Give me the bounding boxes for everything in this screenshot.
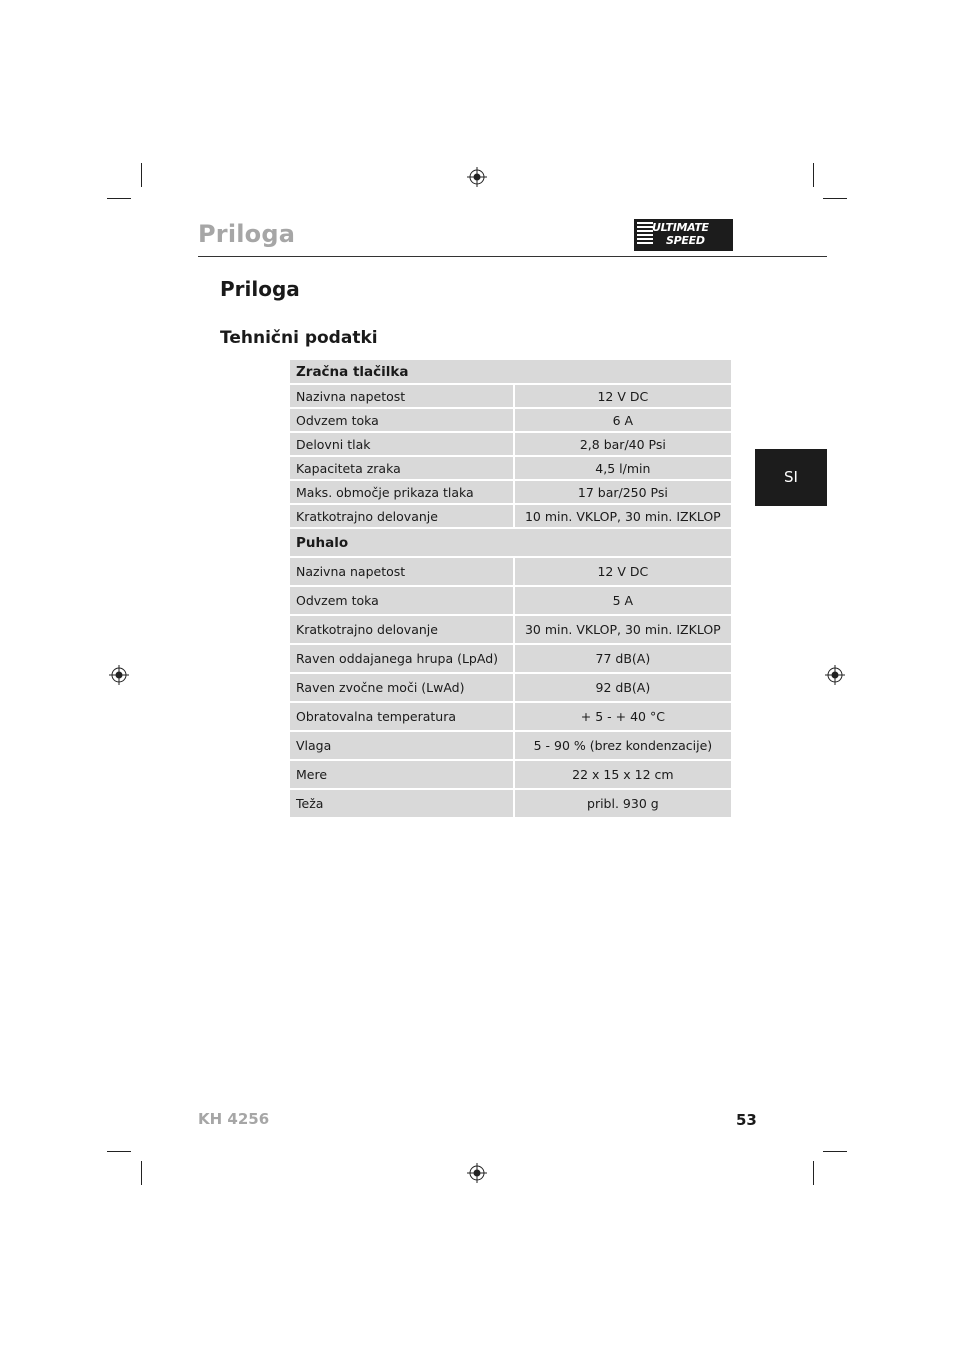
header-rule bbox=[198, 256, 827, 257]
page-heading: Priloga bbox=[220, 277, 300, 301]
table-row bbox=[290, 616, 731, 645]
table-row bbox=[290, 703, 731, 732]
row-label: Maks. območje prikaza tlaka bbox=[290, 481, 513, 505]
row-value: 10 min. VKLOP, 30 min. IZKLOP bbox=[513, 505, 731, 529]
row-value: 17 bar/250 Psi bbox=[513, 481, 731, 505]
logo-text bbox=[652, 221, 709, 247]
registration-target-icon bbox=[825, 665, 845, 685]
footer-page-number: 53 bbox=[736, 1111, 757, 1129]
crop-mark bbox=[823, 1151, 847, 1152]
table-row bbox=[290, 645, 731, 674]
row-label: Raven oddajanega hrupa (LpAd) bbox=[290, 645, 513, 674]
logo-line-2: SPEED bbox=[666, 234, 705, 247]
language-tab: SI bbox=[755, 449, 827, 506]
row-value: 12 V DC bbox=[513, 385, 731, 409]
footer-model: KH 4256 bbox=[198, 1110, 270, 1128]
row-label: Kapaciteta zraka bbox=[290, 457, 513, 481]
row-label: Delovni tlak bbox=[290, 433, 513, 457]
section-heading: Tehnični podatki bbox=[220, 328, 378, 348]
registration-target-icon bbox=[109, 665, 129, 685]
table-row bbox=[290, 433, 731, 457]
row-label: Vlaga bbox=[290, 732, 513, 761]
logo-line-1: ULTIMATE bbox=[652, 221, 709, 234]
crop-mark bbox=[813, 1161, 814, 1185]
table-row bbox=[290, 505, 731, 529]
row-value: 22 x 15 x 12 cm bbox=[513, 761, 731, 790]
table-row bbox=[290, 558, 731, 587]
table-row bbox=[290, 790, 731, 819]
crop-mark bbox=[813, 163, 814, 187]
row-value: 5 A bbox=[513, 587, 731, 616]
group-heading: Zračna tlačilka bbox=[290, 360, 731, 385]
row-label: Odvzem toka bbox=[290, 409, 513, 433]
table-row bbox=[290, 481, 731, 505]
row-label: Teža bbox=[290, 790, 513, 819]
row-value: 2,8 bar/40 Psi bbox=[513, 433, 731, 457]
row-label: Nazivna napetost bbox=[290, 558, 513, 587]
registration-target-icon bbox=[467, 167, 487, 187]
table-row bbox=[290, 385, 731, 409]
row-value: 30 min. VKLOP, 30 min. IZKLOP bbox=[513, 616, 731, 645]
row-value: pribl. 930 g bbox=[513, 790, 731, 819]
row-label: Kratkotrajno delovanje bbox=[290, 616, 513, 645]
table-row bbox=[290, 674, 731, 703]
table-row bbox=[290, 409, 731, 433]
row-label: Raven zvočne moči (LwAd) bbox=[290, 674, 513, 703]
table-row bbox=[290, 761, 731, 790]
row-label: Obratovalna temperatura bbox=[290, 703, 513, 732]
crop-mark bbox=[141, 163, 142, 187]
logo-stripes bbox=[637, 222, 653, 248]
table-row bbox=[290, 457, 731, 481]
crop-mark bbox=[141, 1161, 142, 1185]
row-value: 92 dB(A) bbox=[513, 674, 731, 703]
row-label: Nazivna napetost bbox=[290, 385, 513, 409]
brand-logo bbox=[634, 219, 733, 251]
row-value: 77 dB(A) bbox=[513, 645, 731, 674]
crop-mark bbox=[107, 1151, 131, 1152]
row-label: Kratkotrajno delovanje bbox=[290, 505, 513, 529]
table-row bbox=[290, 732, 731, 761]
group-heading: Puhalo bbox=[290, 529, 731, 558]
row-value: 5 - 90 % (brez kondenzacije) bbox=[513, 732, 731, 761]
running-header-title: Priloga bbox=[198, 220, 296, 248]
row-value: 6 A bbox=[513, 409, 731, 433]
crop-mark bbox=[107, 198, 131, 199]
row-value: 12 V DC bbox=[513, 558, 731, 587]
row-label: Odvzem toka bbox=[290, 587, 513, 616]
row-value: 4,5 l/min bbox=[513, 457, 731, 481]
table-group-row bbox=[290, 529, 731, 558]
crop-mark bbox=[823, 198, 847, 199]
registration-target-icon bbox=[467, 1163, 487, 1183]
spec-table bbox=[290, 360, 731, 819]
row-label: Mere bbox=[290, 761, 513, 790]
table-group-row bbox=[290, 360, 731, 385]
row-value: + 5 - + 40 °C bbox=[513, 703, 731, 732]
table-row bbox=[290, 587, 731, 616]
